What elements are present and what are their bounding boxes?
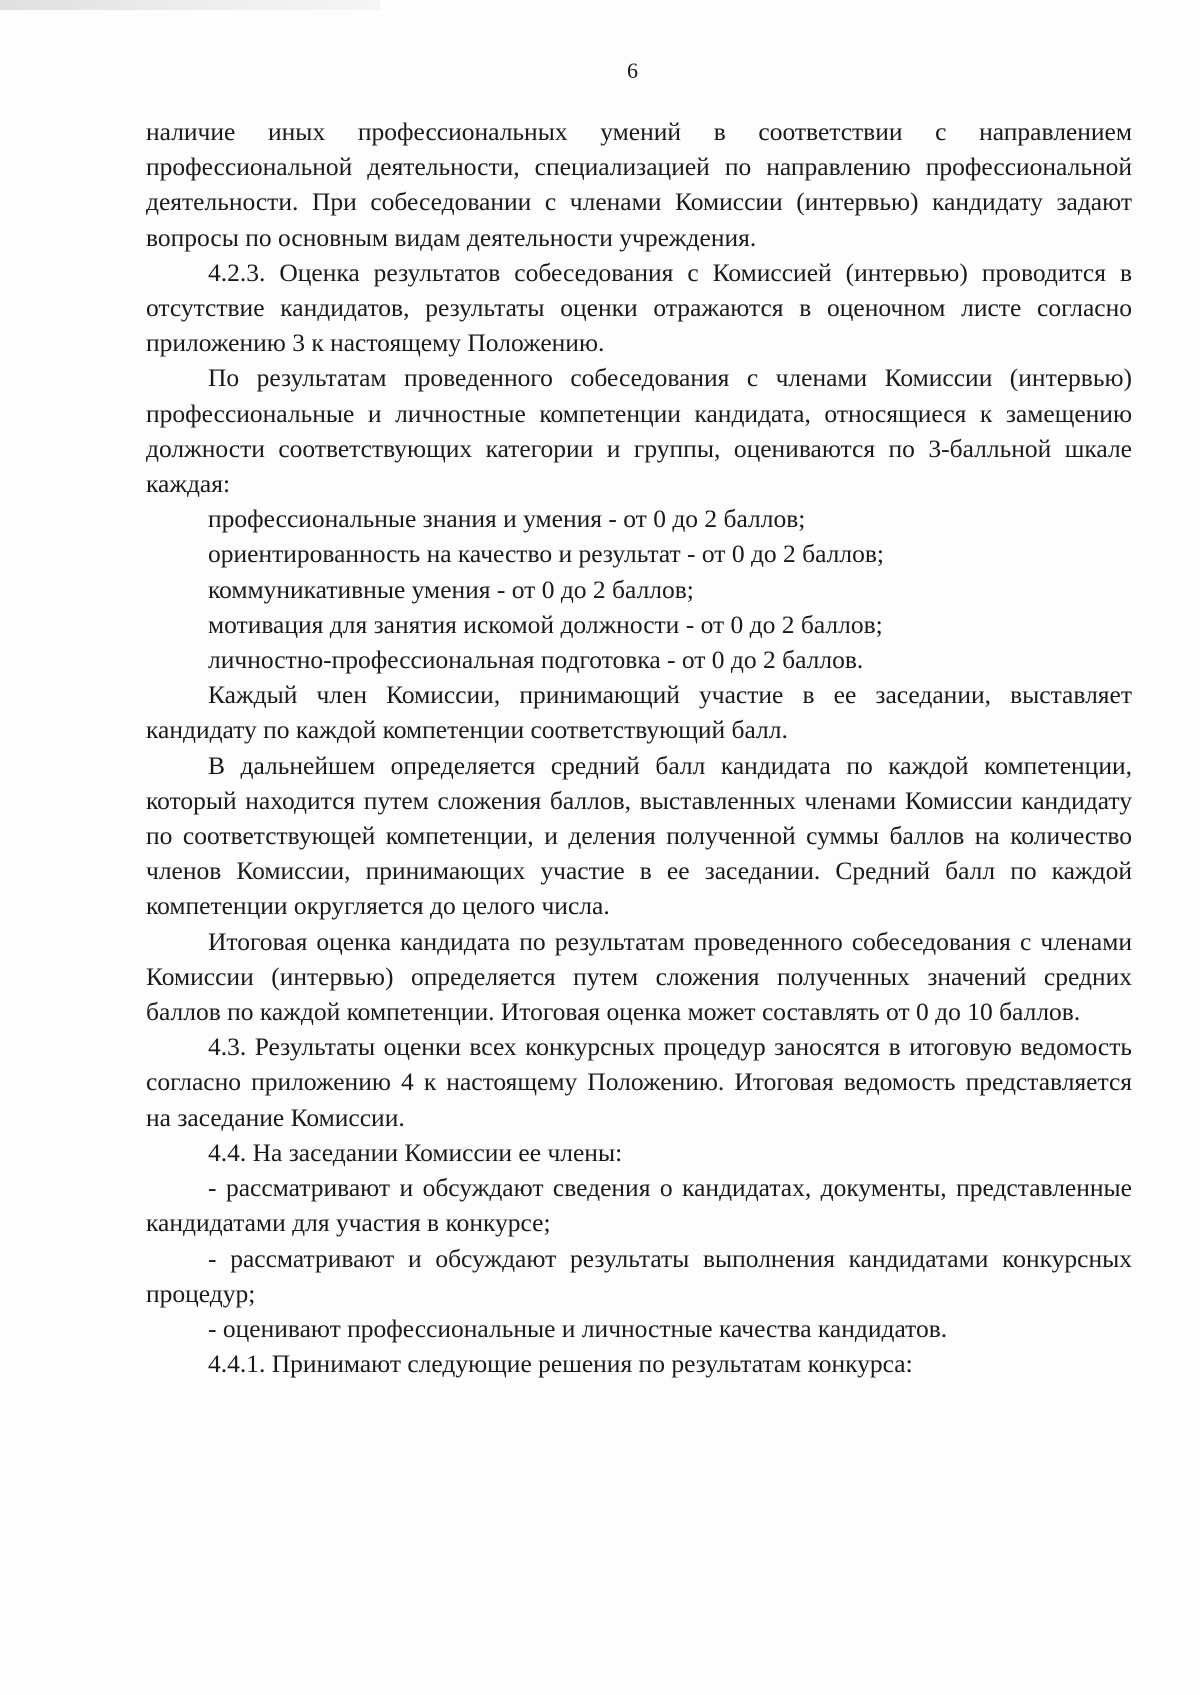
paragraph-results-intro: По результатам проведенного собеседования с членами Комиссии (интервью) профессиональные и личностные компетенции кандидата, относящиеся к замещению должности соответствующих категории и группы, оцениваются по 3-балльной шкале каждая: <box>146 363 1132 499</box>
paragraph-4-4: 4.4. На заседании Комиссии ее члены: <box>208 1137 623 1167</box>
competency-item: ориентированность на качество и результат - от 0 до 2 баллов; <box>208 539 885 569</box>
duty-item: - оценивают профессиональные и личностные качества кандидатов. <box>208 1313 948 1343</box>
paragraph-final-score: Итоговая оценка кандидата по результатам проведенного собеседования с членами Комиссии (интервью) определяется путем сложения полученных значений средних баллов по каждой компетенции. Итоговая оценка может составлять от 0 до 10 баллов. <box>146 926 1132 1027</box>
scan-edge-artifact <box>0 0 380 10</box>
competency-item: мотивация для занятия искомой должности - от 0 до 2 баллов; <box>208 609 883 639</box>
paragraph-continuation: наличие иных профессиональных умений в соответствии с направлением профессиональной деятельности, специализацией по направлению профессиональной деятельности. При собеседовании с членами Комиссии (интервью) кандидату задают вопросы по основным видам деятельности учреждения. <box>146 117 1132 252</box>
paragraph-average-score: В дальнейшем определяется средний балл кандидата по каждой компетенции, который находится путем сложения баллов, выставленных членами Комиссии кандидату по соответствующей компетенции, и деления полученной суммы баллов на количество членов Комиссии, принимающих участие в ее заседании. Средний балл по каждой компетенции округляется до целого числа. <box>146 750 1132 921</box>
paragraph-4-4-1: 4.4.1. Принимают следующие решения по результатам конкурса: <box>208 1349 913 1379</box>
duties-list <box>146 1170 1132 1346</box>
paragraph-4-3: 4.3. Результаты оценки всех конкурсных процедур заносятся в итоговую ведомость согласно приложению 4 к настоящему Положению. Итоговая ведомость представляется на заседание Комиссии. <box>146 1032 1132 1132</box>
duty-item: - рассматривают и обсуждают сведения о кандидатах, документы, представленные кандидатами для участия в конкурсе; <box>146 1173 1132 1238</box>
paragraph-member-scoring: Каждый член Комиссии, принимающий участие в ее заседании, выставляет кандидату по каждой компетенции соответствующий балл. <box>146 680 1132 745</box>
document-body <box>146 114 1132 1381</box>
competency-item: профессиональные знания и умения - от 0 до 2 баллов; <box>208 504 806 534</box>
page-number: 6 <box>627 58 638 83</box>
duty-item: - рассматривают и обсуждают результаты выполнения кандидатами конкурсных процедур; <box>146 1243 1132 1308</box>
competency-list <box>146 501 1132 677</box>
paragraph-4-2-3: 4.2.3. Оценка результатов собеседования с Комиссией (интервью) проводится в отсутствие кандидатов, результаты оценки отражаются в оценочном листе согласно приложению 3 к настоящему Положению. <box>146 257 1132 358</box>
competency-item: личностно-профессиональная подготовка - от 0 до 2 баллов. <box>208 645 864 675</box>
competency-item: коммуникативные умения - от 0 до 2 баллов; <box>208 574 694 604</box>
